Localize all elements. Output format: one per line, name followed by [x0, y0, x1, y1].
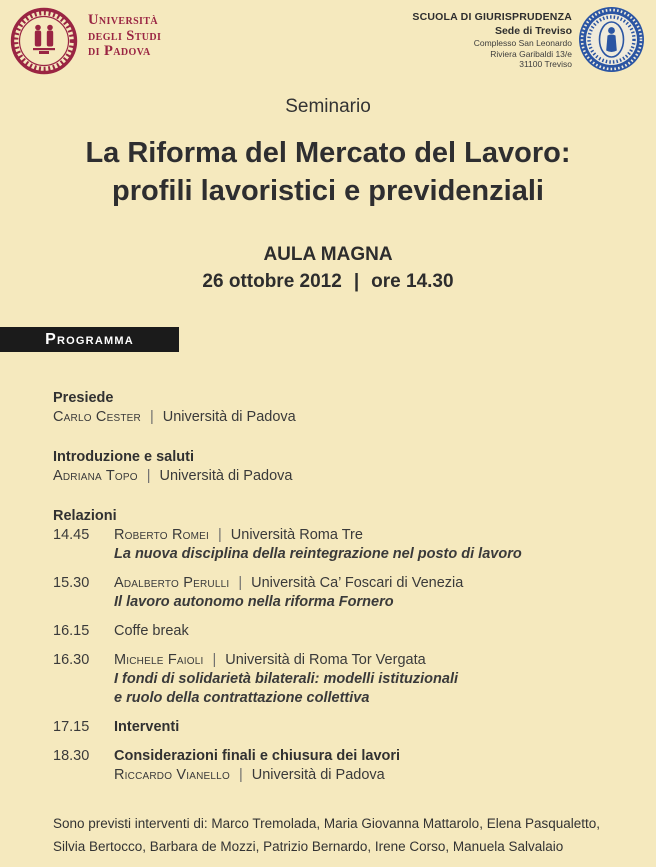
speaker-affiliation: Università Ca’ Foscari di Venezia: [251, 575, 464, 591]
speaker-name: Roberto Romei: [114, 527, 209, 543]
schedule-body: [114, 574, 616, 612]
talk-title-line: e ruolo della contrattazione collettiva: [114, 690, 370, 706]
university-wordmark: [88, 13, 161, 60]
separator-pipe: |: [238, 767, 243, 783]
schedule-item: [53, 622, 616, 641]
program-content: [53, 389, 616, 795]
schedule-item: [53, 718, 616, 737]
schedule-item: [53, 651, 616, 708]
speaker-line: [53, 467, 616, 486]
schedule-body: [114, 747, 616, 785]
program-section: [53, 448, 616, 486]
schedule-body: [114, 651, 616, 708]
speaker-line: [114, 574, 616, 593]
speaker-name: Carlo Cester: [53, 409, 141, 425]
event-title-line2: profili lavoristici e previdenziali: [112, 175, 544, 207]
program-sections: [53, 389, 616, 486]
speaker-line: [114, 766, 616, 785]
schedule-time: 18.30: [53, 748, 90, 764]
schedule-bold-title: Interventi: [114, 719, 180, 735]
speaker-line: [114, 526, 616, 545]
schedule-time: 17.15: [53, 719, 90, 735]
event-title-line1: La Riforma del Mercato del Lavoro:: [85, 137, 571, 169]
university-wordmark-line: di Padova: [88, 43, 151, 59]
program-section: [53, 389, 616, 427]
school-address-line: 31100 Treviso: [519, 59, 572, 69]
speaker-line: [114, 651, 616, 670]
schedule-plain-text: Coffe break: [114, 623, 189, 639]
talk-title-line: I fondi di solidarietà bilaterali: modelli istituzionali: [114, 671, 459, 687]
schedule-bold-title: Considerazioni finali e chiusura dei lavori: [114, 748, 401, 764]
speaker-name: Riccardo Vianello: [114, 767, 230, 783]
speaker-affiliation: Università di Padova: [159, 468, 293, 484]
school-address-block: [412, 11, 572, 70]
footer-line: Sono previsti interventi di: Marco Tremolada, Maria Giovanna Mattarolo, Elena Pasqualetto,: [53, 816, 601, 831]
schedule-time: 14.45: [53, 527, 90, 543]
speaker-name: Adalberto Perulli: [114, 575, 230, 591]
event-time: ore 14.30: [371, 271, 454, 292]
schedule-time: 15.30: [53, 575, 90, 591]
section-label: Presiede: [53, 390, 114, 406]
school-address-line: Complesso San Leonardo: [473, 38, 572, 48]
university-wordmark-line: degli Studi: [88, 27, 162, 44]
event-date: 26 ottobre 2012: [202, 271, 342, 292]
schedule-body: [114, 622, 616, 641]
footer-line: Silvia Bertocco, Barbara de Mozzi, Patrizio Bernardo, Irene Corso, Manuela Salvalaio: [53, 839, 564, 854]
program-heading: Programma: [45, 330, 134, 348]
speaker-name: Michele Faioli: [114, 652, 204, 668]
separator-pipe: |: [218, 527, 222, 543]
university-of-padua-seal-icon: [10, 7, 78, 75]
speaker-affiliation: Università di Padova: [251, 767, 385, 783]
speaker-affiliation: Università di Padova: [162, 409, 296, 425]
talk-title-line: La nuova disciplina della reintegrazione nel posto di lavoro: [114, 546, 522, 562]
schedule-time: 16.15: [53, 623, 90, 639]
schedule-item: [53, 747, 616, 785]
schedule-item: [53, 574, 616, 612]
school-campus: Sede di Treviso: [494, 25, 572, 37]
program-heading-bar: [0, 327, 179, 352]
datetime-separator: |: [353, 271, 360, 292]
schedule-body: [114, 526, 616, 564]
school-address-line: Riviera Garibaldi 13/e: [490, 48, 572, 59]
speaker-line: [53, 408, 616, 427]
separator-pipe: |: [146, 468, 151, 484]
university-wordmark-line: Università: [88, 12, 159, 28]
schedule-item: [53, 526, 616, 564]
program-schedule: [53, 526, 616, 785]
venue-datetime-block: [0, 241, 656, 295]
speaker-affiliation: Università Roma Tre: [230, 527, 363, 543]
venue-name: AULA MAGNA: [263, 244, 393, 265]
separator-pipe: |: [149, 409, 154, 425]
speaker-affiliation: Università di Roma Tor Vergata: [225, 652, 426, 668]
event-kicker: Seminario: [285, 96, 371, 117]
school-of-law-treviso-seal-icon: [578, 6, 645, 73]
footer-note: [53, 812, 616, 858]
separator-pipe: |: [212, 652, 217, 668]
relazioni-label: Relazioni: [53, 508, 117, 524]
schedule-body: [114, 718, 616, 737]
school-name: SCUOLA DI GIURISPRUDENZA: [412, 11, 572, 23]
school-address: [412, 38, 572, 70]
event-datetime: [0, 268, 656, 295]
speaker-name: Adriana Topo: [53, 468, 138, 484]
separator-pipe: |: [238, 575, 243, 591]
schedule-time: 16.30: [53, 652, 90, 668]
talk-title-line: Il lavoro autonomo nella riforma Fornero: [114, 594, 394, 610]
event-title: [0, 134, 656, 210]
section-label: Introduzione e saluti: [53, 449, 194, 465]
